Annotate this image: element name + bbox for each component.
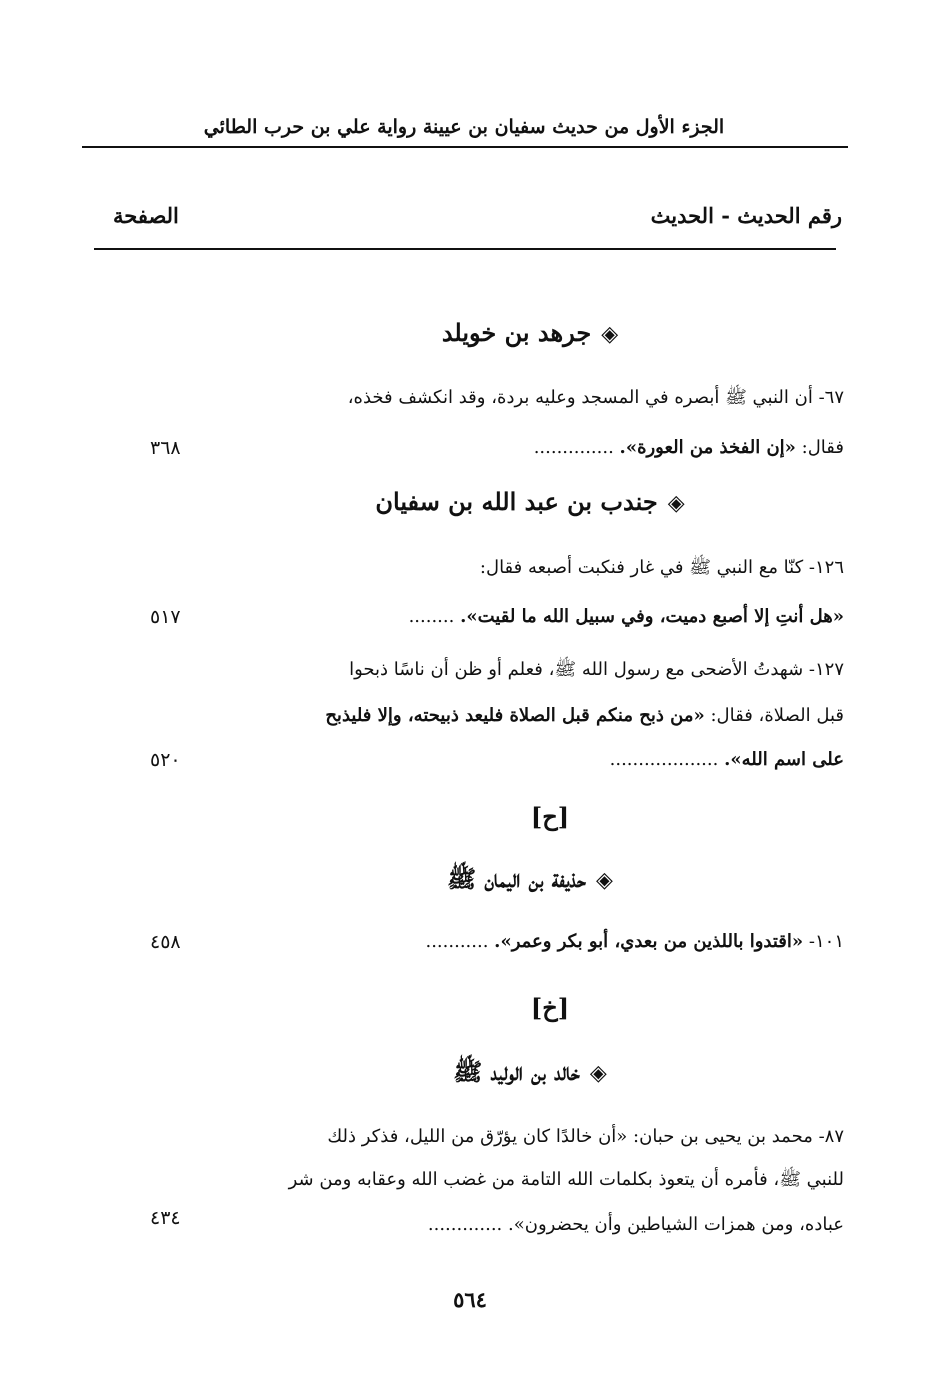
diamond-icon: ◈: [667, 490, 685, 516]
entry-67-page: ٣٦٨: [150, 437, 181, 459]
diamond-icon: ◈: [601, 321, 619, 347]
entry-87-line-1: ٨٧- محمد بن يحيى بن حبان: «أن خالدًا كان يؤرّق من الليل، فذكر ذلك: [327, 1126, 844, 1147]
entry-126-line-2: «هل أنتِ إلا أصبع دميت، وفي سبيل الله ما لقيت». ........: [408, 606, 844, 627]
diamond-icon: ◈: [589, 1060, 607, 1086]
footer-page-number: ٥٦٤: [453, 1287, 487, 1312]
diamond-icon: ◈: [595, 867, 613, 893]
column-heading-page: الصفحة: [113, 203, 179, 228]
column-heading-rule: [94, 248, 836, 250]
entry-127-line-2: قبل الصلاة، فقال: «من ذبح منكم قبل الصلاة فليعد ذبيحته، وإلا فليذبح: [325, 705, 844, 726]
entry-101-page: ٤٥٨: [150, 931, 181, 953]
entry-67-line-1: ٦٧- أن النبي ﷺ أبصره في المسجد وعليه بردة، وقد انكشف فخذه،: [347, 387, 844, 408]
section-title-hudhayfa: ◈حذيفة بن اليمان ﷺ: [447, 864, 613, 893]
entry-126-page: ٥١٧: [150, 606, 181, 628]
entry-127-line-3: على اسم الله». ...................: [609, 749, 844, 770]
entry-87-page: ٤٣٤: [150, 1207, 181, 1229]
entry-87-line-2: للنبي ﷺ، فأمره أن يتعوذ بكلمات الله التامة من غضب الله وعقابه ومن شر: [288, 1169, 844, 1190]
entry-127-page: ٥٢٠: [150, 749, 181, 771]
column-heading-hadith: رقم الحديث - الحديث: [650, 203, 842, 228]
entry-127-line-1: ١٢٧- شهدتُ الأضحى مع رسول الله ﷺ، فعلم أو ظن أن ناسًا ذبحوا: [349, 659, 844, 680]
letter-heading-kha: [خ]: [530, 993, 570, 1022]
entry-67-line-2: فقال: «إن الفخذ من العورة». ..............: [533, 437, 844, 458]
running-header: الجزء الأول من حديث سفيان بن عيينة رواية علي بن حرب الطائي: [203, 116, 725, 138]
header-rule: [82, 146, 848, 148]
section-title-jundub: ◈جندب بن عبد الله بن سفيان: [375, 487, 685, 516]
entry-126-line-1: ١٢٦- كنّا مع النبي ﷺ في غار فنكبت أصبعه فقال:: [479, 557, 844, 578]
section-title-jurhad: ◈جرهد بن خويلد: [441, 318, 619, 347]
letter-heading-ha: [ح]: [530, 802, 570, 831]
section-title-khalid: ◈خالد بن الوليد ﷺ: [453, 1057, 607, 1086]
entry-87-line-3: عباده، ومن همزات الشياطين وأن يحضرون». .............: [427, 1214, 844, 1235]
entry-101-line-1: ١٠١- «اقتدوا باللذين من بعدي، أبو بكر وعمر». ...........: [425, 931, 844, 952]
